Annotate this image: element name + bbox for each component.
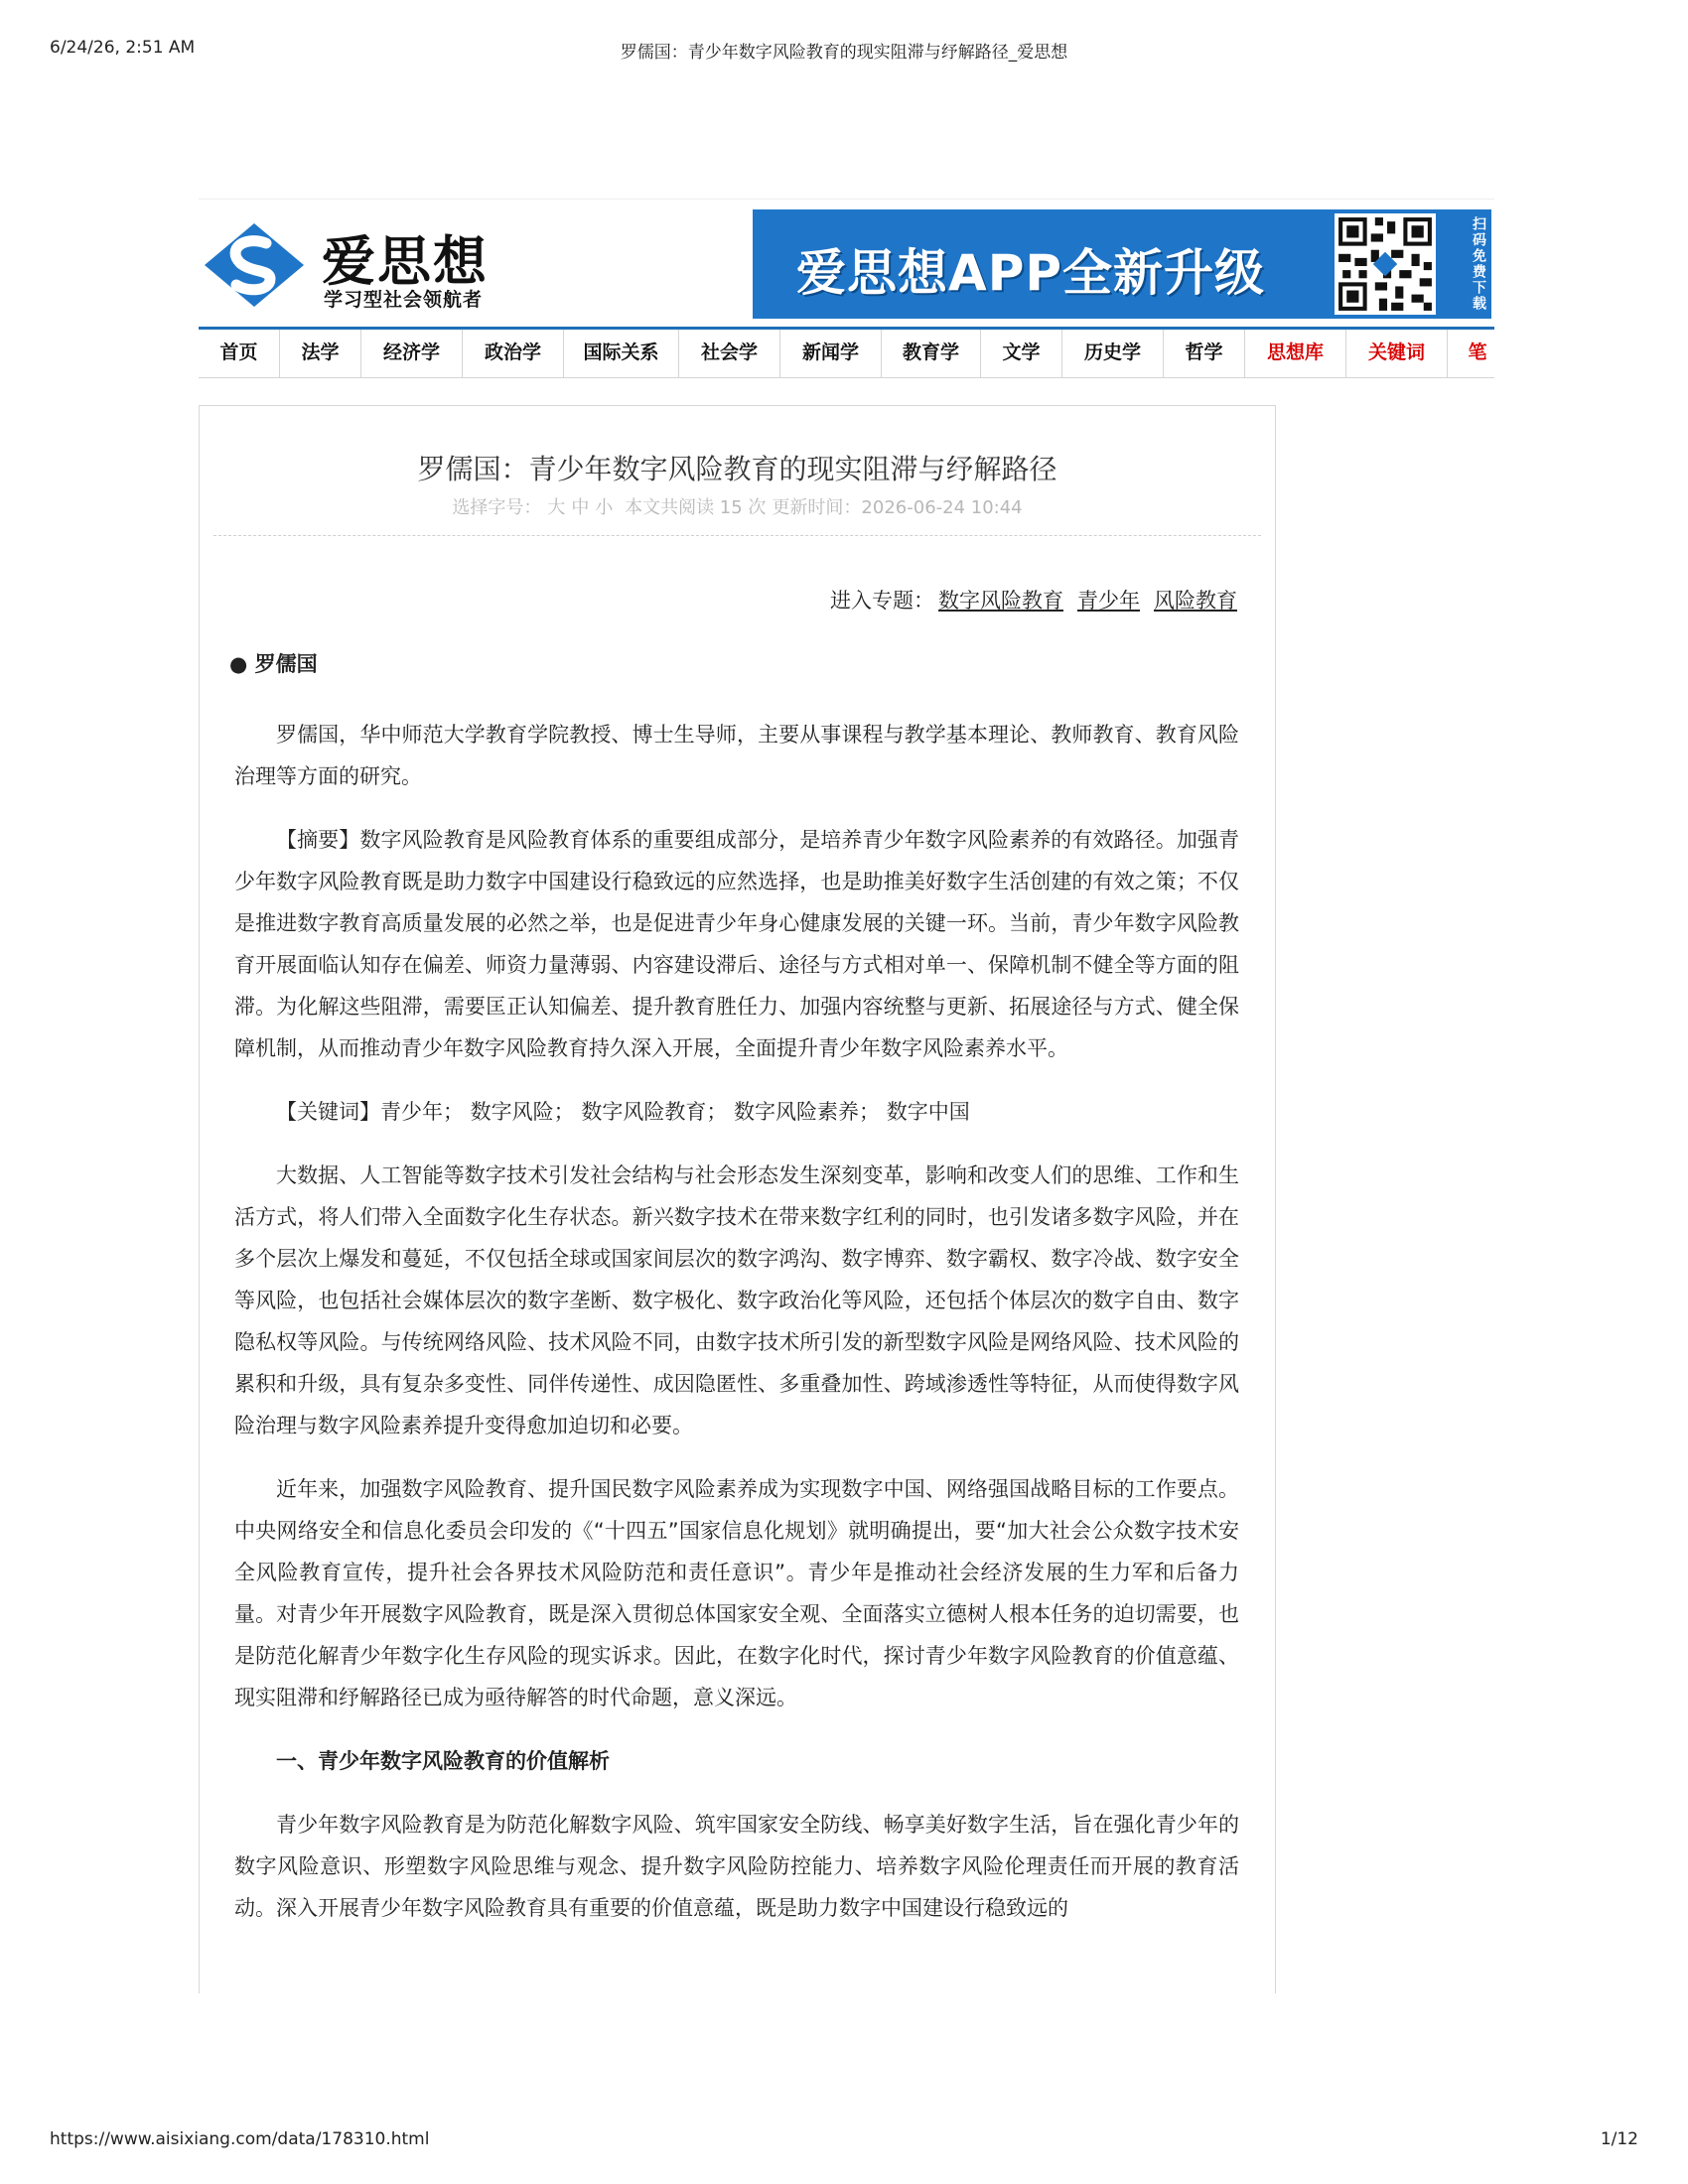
nav-item-economics[interactable]: 经济学 xyxy=(361,330,463,377)
nav-item-politics[interactable]: 政治学 xyxy=(463,330,564,377)
keywords-paragraph: 【关键词】青少年； 数字风险； 数字风险教育； 数字风险素养； 数字中国 xyxy=(276,1100,970,1124)
section-heading: 一、青少年数字风险教育的价值解析 xyxy=(276,1749,610,1773)
nav-item-law[interactable]: 法学 xyxy=(280,330,361,377)
print-page-number: 1/12 xyxy=(1600,2129,1638,2149)
font-size-label: 选择字号： xyxy=(452,497,542,518)
author-tag: ● 罗儒国 xyxy=(229,652,318,676)
body-paragraph: 大数据、人工智能等数字技术引发社会结构与社会形态发生深刻变革，影响和改变人们的思维、工作和生活方式，将人们带入全面数字化生存状态。新兴数字技术在带来数字红利的同时，也引发诸多数字风险，并在多个层次上爆发和蔓延，不仅包括全球或国家间层次的数字鸿沟、数字博弈、数字霸权、数字冷战、数字安全等风险，也包括社会媒体层次的数字垄断、数字极化、数字政治化等风险，还包括个体层次的数字自由、数字隐私权等风险。与传统网络风险、技术风险不同，由数字技术所引发的新型数字风险是网络风险、技术风险的累积和升级，具有复杂多变性、同伴传递性、成因隐匿性、多重叠加性、跨域渗透性等特征，从而使得数字风险治理与数字风险素养提升变得愈加迫切和必要。 xyxy=(234,1163,1239,1437)
nav-item-journalism[interactable]: 新闻学 xyxy=(780,330,882,377)
update-time: 更新时间：2026-06-24 10:44 xyxy=(772,497,1023,518)
print-footer xyxy=(50,2129,1638,2153)
nav-item-history[interactable]: 历史学 xyxy=(1062,330,1164,377)
font-size-medium[interactable]: 中 xyxy=(571,497,590,518)
logo-name: 爱思想 xyxy=(322,230,489,293)
article-meta xyxy=(200,493,1275,519)
logo-slogan: 学习型社会领航者 xyxy=(324,289,484,311)
qr-code-icon xyxy=(1335,213,1436,315)
scan-download-tab[interactable]: 扫码免费下载 xyxy=(1466,209,1491,319)
author-bio: 罗儒国，华中师范大学教育学院教授、博士生导师，主要从事课程与教学基本理论、教师教育、教育风险治理等方面的研究。 xyxy=(234,723,1239,788)
nav-item-home[interactable]: 首页 xyxy=(199,330,280,377)
body-paragraph: 近年来，加强数字风险教育、提升国民数字风险素养成为实现数字中国、网络强国战略目标的工作要点。中央网络安全和信息化委员会印发的《“十四五”国家信息化规划》就明确提出，要“加大社会公众数字技术安全风险教育宣传，提升社会各界技术风险防范和责任意识”。青少年是推动社会经济发展的生力军和后备力量。对青少年开展数字风险教育，既是深入贯彻总体国家安全观、全面落实立德树人根本任务的迫切需要，也是防范化解青少年数字化生存风险的现实诉求。因此，在数字化时代，探讨青少年数字风险教育的价值意蕴、现实阻滞和纾解路径已成为亟待解答的时代命题，意义深远。 xyxy=(234,1477,1239,1709)
banner-text: 爱思想APP全新升级 xyxy=(796,244,1265,302)
nav-item-international-relations[interactable]: 国际关系 xyxy=(564,330,679,377)
topic-link[interactable]: 数字风险教育 xyxy=(938,589,1063,613)
site-logo[interactable] xyxy=(201,217,508,317)
topic-link[interactable]: 青少年 xyxy=(1077,589,1140,613)
topic-link[interactable]: 风险教育 xyxy=(1154,589,1237,613)
article-body xyxy=(234,714,1239,1951)
logo-mark-icon xyxy=(201,219,308,311)
title-divider xyxy=(213,535,1261,536)
print-page-title: 罗儒国：青少年数字风险教育的现实阻滞与纾解路径_爱思想 xyxy=(620,43,1068,63)
topics-label: 进入专题： xyxy=(830,589,934,613)
nav-item-notes[interactable]: 笔 xyxy=(1468,341,1487,363)
topic-links xyxy=(830,585,1237,614)
nav-item-keywords[interactable]: 关键词 xyxy=(1346,330,1448,377)
masthead xyxy=(199,199,1494,327)
article-panel xyxy=(199,405,1276,1993)
article-title: 罗儒国：青少年数字风险教育的现实阻滞与纾解路径 xyxy=(417,453,1057,485)
nav-item-sociology[interactable]: 社会学 xyxy=(679,330,780,377)
nav-item-literature[interactable]: 文学 xyxy=(981,330,1062,377)
read-count: 本文共阅读 15 次 xyxy=(625,497,767,518)
app-banner[interactable] xyxy=(753,209,1486,319)
nav-item-think-tank[interactable]: 思想库 xyxy=(1245,330,1346,377)
abstract-paragraph: 【摘要】数字风险教育是风险教育体系的重要组成部分，是培养青少年数字风险素养的有效路径。加强青少年数字风险教育既是助力数字中国建设行稳致远的应然选择，也是助推美好数字生活创建的有效之策；不仅是推进数字教育高质量发展的必然之举，也是促进青少年身心健康发展的关键一环。当前，青少年数字风险教育开展面临认知存在偏差、师资力量薄弱、内容建设滞后、途径与方式相对单一、保障机制不健全等方面的阻滞。为化解这些阻滞，需要匡正认知偏差、提升教育胜任力、加强内容统整与更新、拓展途径与方式、健全保障机制，从而推动青少年数字风险教育持久深入开展，全面提升青少年数字风险素养水平。 xyxy=(234,828,1239,1060)
print-header xyxy=(50,38,1638,62)
nav-item-philosophy[interactable]: 哲学 xyxy=(1164,330,1245,377)
font-size-small[interactable]: 小 xyxy=(595,497,614,518)
print-date: 6/24/26, 2:51 AM xyxy=(50,38,196,58)
site-header xyxy=(199,199,1494,378)
print-url: https://www.aisixiang.com/data/178310.html xyxy=(50,2129,430,2149)
main-nav xyxy=(199,327,1494,378)
nav-item-education[interactable]: 教育学 xyxy=(882,330,981,377)
body-paragraph: 青少年数字风险教育是为防范化解数字风险、筑牢国家安全防线、畅享美好数字生活，旨在强化青少年的数字风险意识、形塑数字风险思维与观念、提升数字风险防控能力、培养数字风险伦理责任而开展的教育活动。深入开展青少年数字风险教育具有重要的价值意蕴，既是助力数字中国建设行稳致远的 xyxy=(234,1813,1239,1920)
font-size-large[interactable]: 大 xyxy=(547,497,566,518)
